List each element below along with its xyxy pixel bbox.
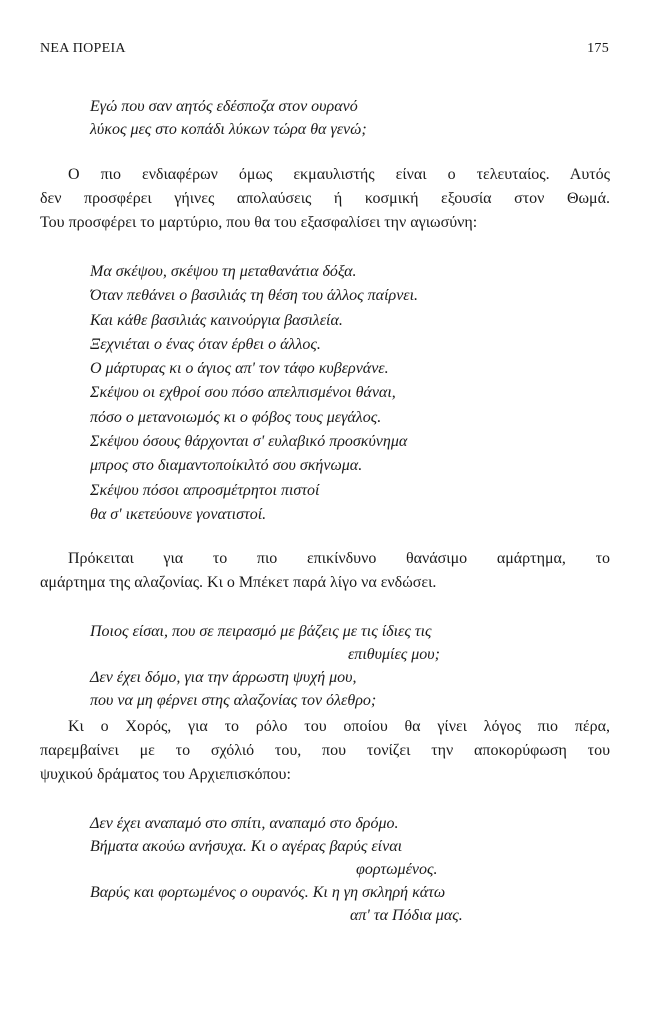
prose-line: παρεμβαίνει με το σχόλιό του, που τονίζει την αποκορύφωση του xyxy=(40,742,610,759)
verse-line-continuation: επιθυμίες μου; xyxy=(348,646,440,663)
verse-line: Δεν έχει αναπαμό στο σπίτι, αναπαμό στο δρόμο. xyxy=(90,815,399,832)
verse-line-continuation: απ' τα Πόδια μας. xyxy=(350,907,463,924)
verse-line: Ξεχνιέται ο ένας όταν έρθει ο άλλος. xyxy=(90,335,321,353)
verse-line: Και κάθε βασιλιάς καινούργια βασιλεία. xyxy=(90,311,343,329)
verse-line: πόσο ο μετανοιωμός κι ο φόβος τους μεγάλος. xyxy=(90,408,382,426)
verse-line: που να μη φέρνει στης αλαζονίας τον όλεθρο; xyxy=(90,692,377,709)
verse-line: θα σ' ικετεύουνε γονατιστοί. xyxy=(90,505,267,523)
verse-quote-1 xyxy=(90,95,367,141)
verse-line: λύκος μες στο κοπάδι λύκων τώρα θα γενώ; xyxy=(90,121,367,138)
paragraph-3 xyxy=(40,715,610,787)
verse-line: Σκέψου όσους θάρχονται σ' ευλαβικό προσκύνημα xyxy=(90,433,408,451)
journal-title: ΝΕΑ ΠΟΡΕΙΑ xyxy=(40,41,126,56)
verse-line: Βήματα ακούω ανήσυχα. Κι ο αγέρας βαρύς είναι xyxy=(90,838,403,855)
verse-line: Δεν έχει δόμο, για την άρρωστη ψυχή μου, xyxy=(90,669,357,686)
prose-line: Του προσφέρει το μαρτύριο, που θα του εξασφαλίσει την αγιωσύνη: xyxy=(40,214,478,231)
verse-line: Όταν πεθάνει ο βασιλιάς τη θέση του άλλος παίρνει. xyxy=(90,287,419,305)
prose-line: Κι ο Χορός, για το ρόλο του οποίου θα γίνει λόγος πιο πέρα, xyxy=(68,718,610,735)
verse-line: Ποιος είσαι, που σε πειρασμό με βάζεις με τις ίδιες τις xyxy=(90,623,432,640)
prose-line: δεν προσφέρει γήινες απολαύσεις ή κοσμική εξουσία στον Θωμά. xyxy=(40,190,610,207)
paragraph-1 xyxy=(40,163,610,235)
verse-line: Εγώ που σαν αητός εδέσποζα στον ουρανό xyxy=(90,98,358,115)
verse-line-continuation: φορτωμένος. xyxy=(356,861,438,878)
verse-quote-4 xyxy=(90,812,463,927)
verse-quote-2 xyxy=(90,260,418,527)
running-header xyxy=(40,41,609,63)
prose-line: αμάρτημα της αλαζονίας. Κι ο Μπέκετ παρά λίγο να ενδώσει. xyxy=(40,574,437,591)
verse-line: Σκέψου οι εχθροί σου πόσο απελπισμένοι θάναι, xyxy=(90,384,396,402)
paragraph-2 xyxy=(40,547,610,595)
verse-line: Μα σκέψου, σκέψου τη μεταθανάτια δόξα. xyxy=(90,263,357,280)
verse-line: Βαρύς και φορτωμένος ο ουρανός. Κι η γη σκληρή κάτω xyxy=(90,884,446,901)
prose-line: Ο πιο ενδιαφέρων όμως εκμαυλιστής είναι ο τελευταίος. Αυτός xyxy=(68,166,610,183)
prose-line: ψυχικού δράματος του Αρχιεπισκόπου: xyxy=(40,766,291,783)
verse-quote-3 xyxy=(90,620,440,712)
prose-line: Πρόκειται για το πιο επικίνδυνο θανάσιμο αμάρτημα, το xyxy=(68,550,610,567)
verse-line: Σκέψου πόσοι απροσμέτρητοι πιστοί xyxy=(90,481,320,499)
verse-line: μπρος στο διαμαντοποίκιλτό σου σκήνωμα. xyxy=(90,457,363,475)
page-number: 175 xyxy=(587,41,609,56)
verse-line: Ο μάρτυρας κι ο άγιος απ' τον τάφο κυβερνάνε. xyxy=(90,360,389,378)
